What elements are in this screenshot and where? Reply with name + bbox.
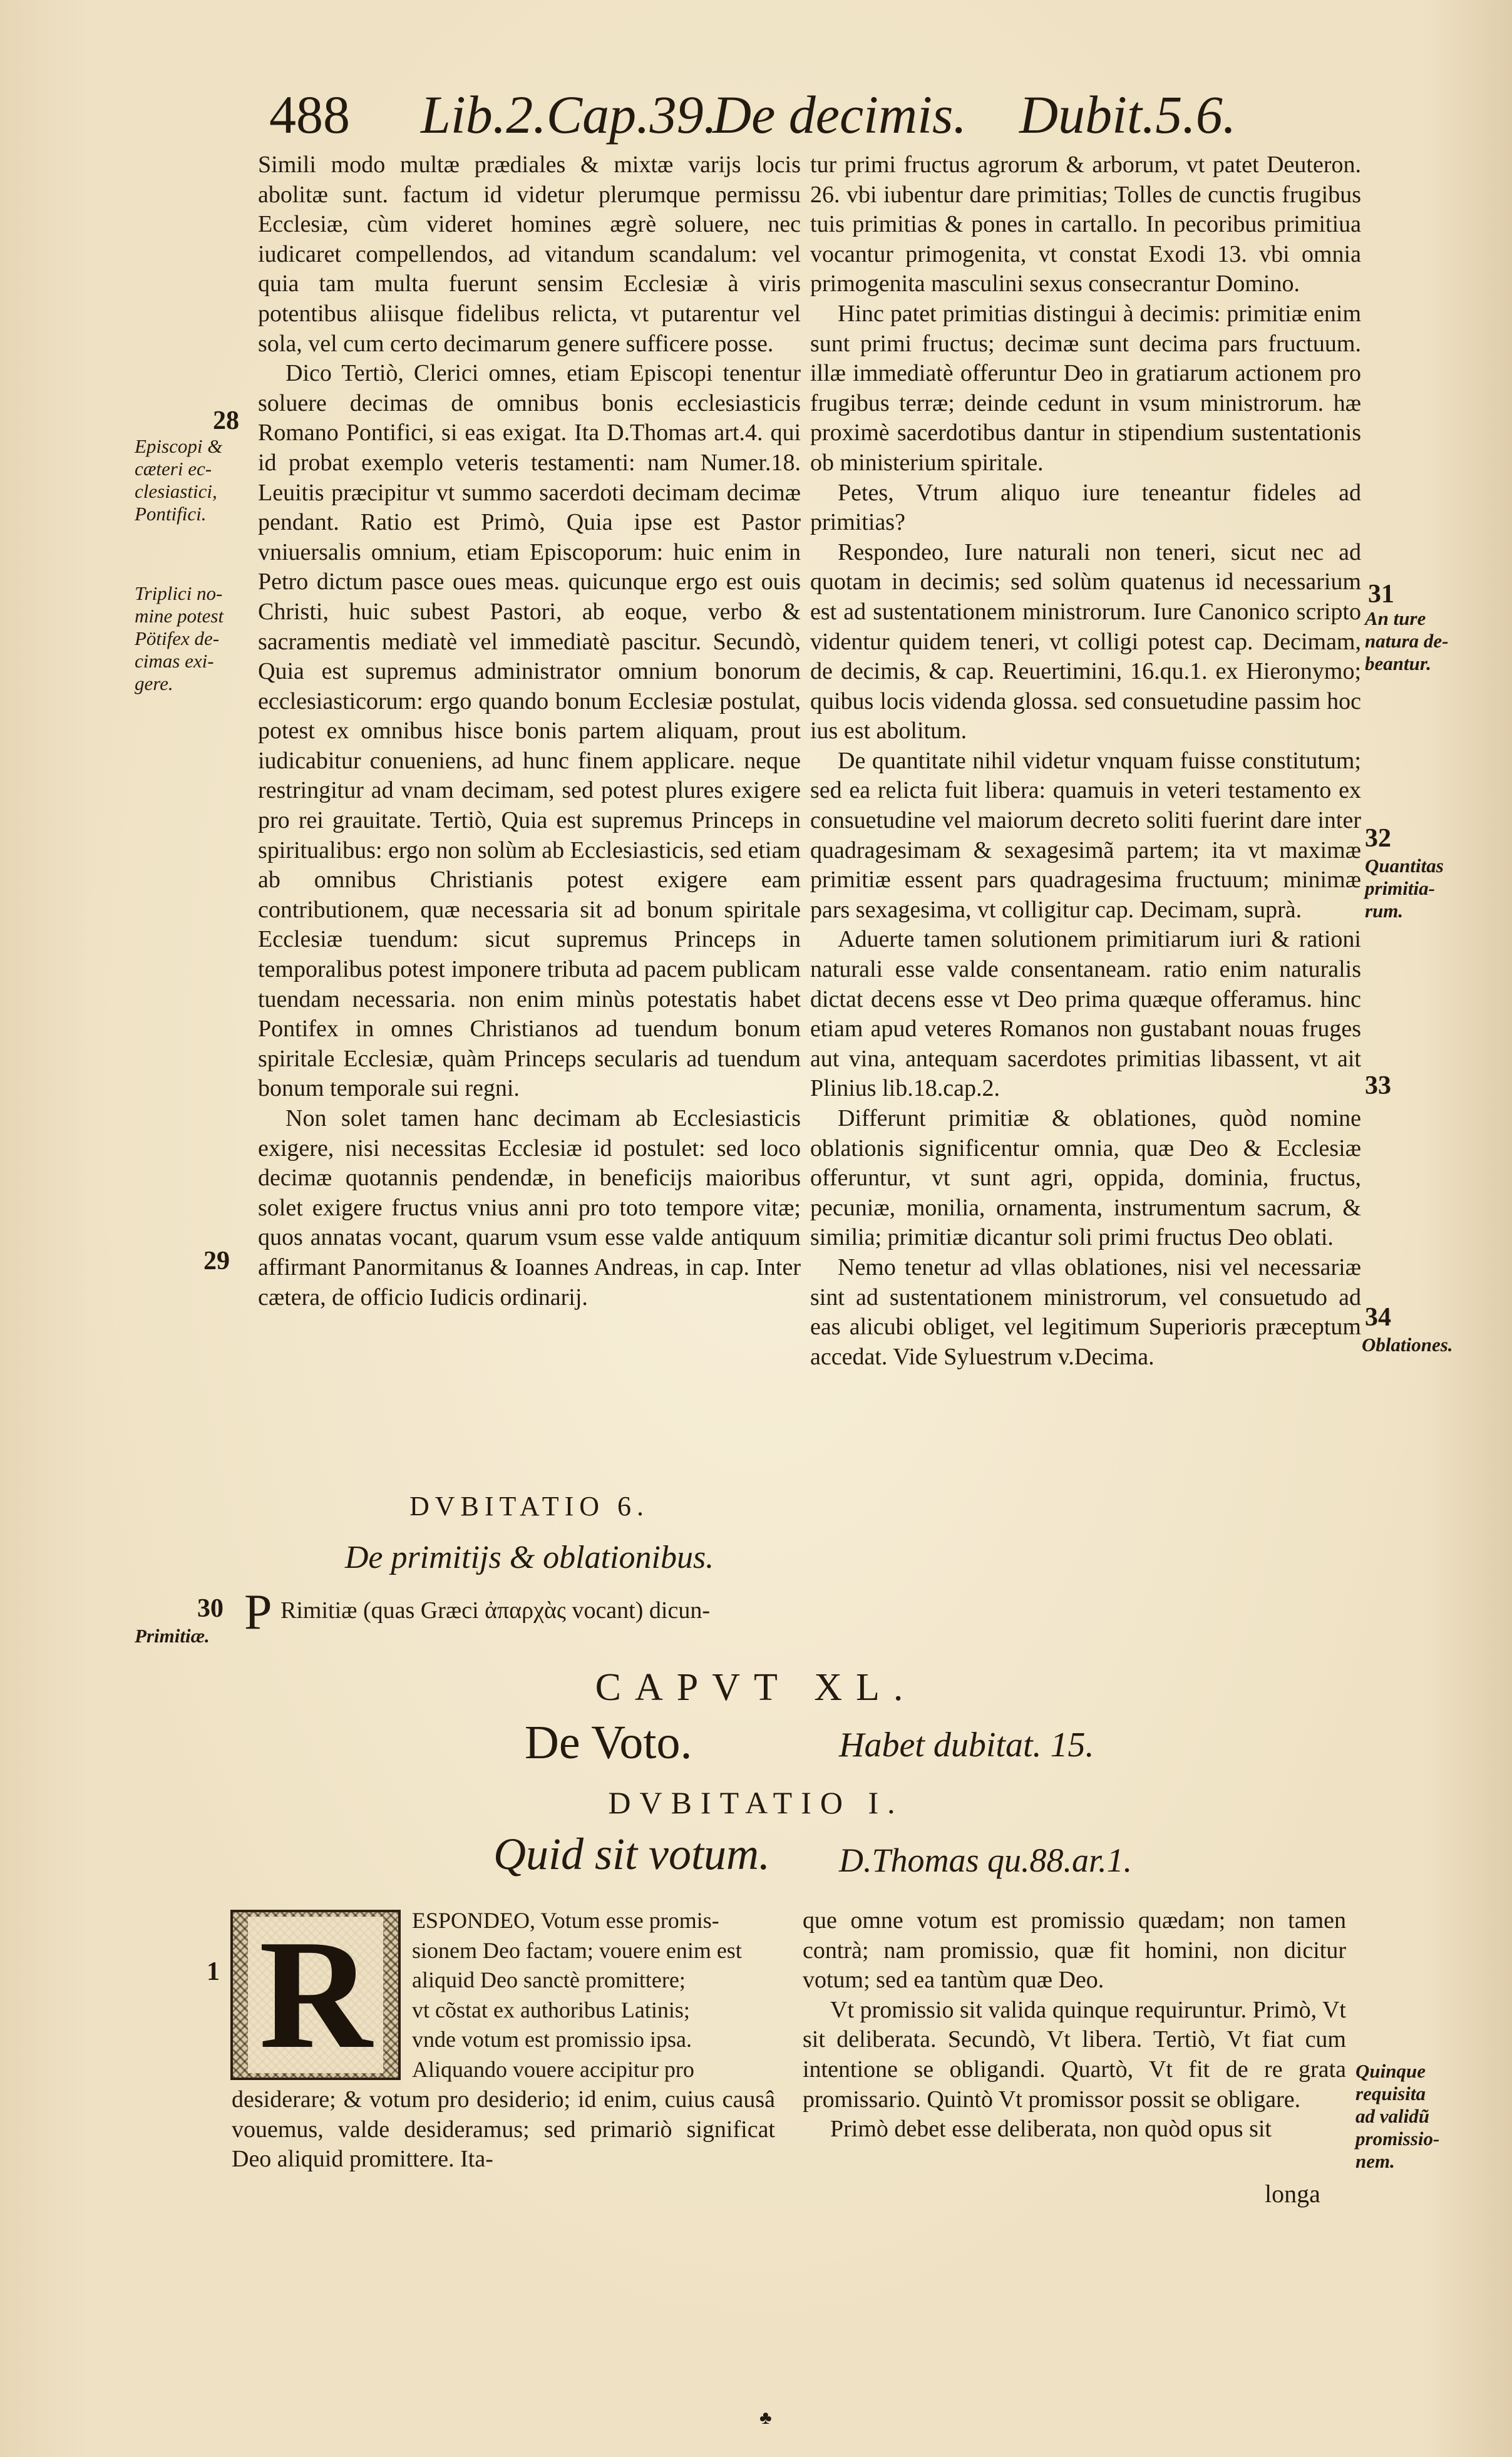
marginal-note: [135, 582, 224, 695]
marginal-number: 28: [213, 406, 239, 435]
paragraph: que omne votum est promissio quædam; non tamen contrà; nam promissio, quæ fit homini, non dicitur votum; sed ea tantùm quæ Deo.: [803, 1907, 1346, 1994]
marginal-number: 1: [207, 1957, 220, 1986]
text-line: ESPONDEO, Votum esse promis-: [412, 1908, 719, 1933]
paragraph: Differunt primitiæ & oblationes, quòd nomine oblationis significentur omnia, quæ Deo & Ecclesiæ offeruntur, vt sunt agri, oppida, dominia, fructus, pecuniæ, monilia, ornamenta, instrumentum sacrum, & similia; primitiæ dicantur soli primi fructus Deo oblati.: [810, 1105, 1361, 1251]
marginal-note: Oblationes.: [1362, 1334, 1453, 1356]
paragraph: Petes, Vtrum aliquo iure teneantur fideles ad primitias?: [810, 479, 1361, 536]
marginal-note-line: primitia-: [1365, 877, 1435, 899]
marginal-note-line: requisita: [1355, 2083, 1426, 2104]
bottom-right-column: [803, 1906, 1346, 2145]
paragraph: Hinc patet primitias distingui à decimis: primitiæ enim sunt primi fructus; decimæ sunt decima pars fructuum. illæ immediatè offeruntur Deo in gratiarum actionem pro frugibus terræ; deinde cedunt in vsum ministrorum. hæ proximè sacerdotibus dantur in stipendium sustentationis ob ministerium spiritale.: [810, 300, 1361, 476]
marginal-note: [1365, 607, 1449, 675]
paragraph: De quantitate nihil videtur vnquam fuisse constitutum; sed ea relicta fuit libera: quamuis in veteri testamento ex consuetudine vel maiorum decreto soliti fuerint dare inter quadragesimam & sexagesimã partem; ita vt maximæ primitiæ essent pars quadragesima fructuum; minimæ pars sexagesima, vt colligitur cap. Decimam, suprà.: [810, 747, 1361, 923]
running-head-book-chapter: Lib.2.Cap.39.: [421, 85, 717, 145]
catchword: longa: [1265, 2180, 1320, 2208]
question-title: Quid sit votum.: [493, 1829, 770, 1879]
paragraph: Simili modo multæ prædiales & mixtæ varijs locis abolitæ sunt. factum id videtur plerumque permissu Ecclesiæ, cùm videret homines ægrè soluere, nec iudicaret compellendos, ad vitandum scandalum: vel quia tam multa fuerunt sensim Ecclesiæ à viris potentibus aliisque fidelibus relicta, vt putarentur vel sola, vel cum certo decimarum genere sufficere posse.: [258, 152, 801, 357]
running-head-dubitatio: Dubit.5.6.: [1019, 85, 1237, 145]
bottom-left-beside-initial: [412, 1906, 775, 2085]
footer-ornament: ♣: [759, 2408, 772, 2428]
paragraph: Respondeo, Iure naturali non teneri, sicut nec ad quotam in decimis; sed solùm quatenus id necessarium est ad sustentationem ministrorum. Iure Canonico scripto videntur quidem teneri, vt colligi potest cap. Decimam, de decimis, & cap. Reuertimini, 16.qu.1. ex Hieronymo; quibus locis videnda glossa. sed consuetudine passim hoc ius est abolitum.: [810, 538, 1361, 744]
marginal-number: 30: [197, 1594, 224, 1623]
paragraph: Vt promissio sit valida quinque requiruntur. Primò, Vt sit deliberata. Secundò, Vt libera. Tertiò, Vt fiat cum intentione se obligandi. Quartò, Vt fit de re grata promissario. Quintò Vt promissor possit se obligare.: [803, 1996, 1346, 2113]
question-reference: D.Thomas qu.88.ar.1.: [839, 1841, 1133, 1879]
dubitatio-title: De primitijs & oblationibus.: [344, 1540, 714, 1575]
marginal-note: Primitiæ.: [135, 1625, 210, 1647]
marginal-note-line: gere.: [135, 672, 173, 694]
marginal-note-line: Quinque: [1355, 2060, 1426, 2082]
dubitatio-heading: DVBITATIO I.: [608, 1785, 904, 1820]
marginal-note: [1355, 2060, 1439, 2173]
marginal-number: 34: [1365, 1303, 1391, 1332]
marginal-note-line: Pontifici.: [135, 503, 207, 525]
marginal-note-line: Quantitas: [1365, 855, 1444, 877]
bottom-left-continuation: [232, 2085, 775, 2175]
paragraph: tur primi fructus agrorum & arborum, vt patet Deuteron. 26. vbi iubentur dare primitias; Tolles de cunctis frugibus tuis primitias & pones in cartallo. In pecoribus primitiua vocantur primogenita, vt constat Exodi 13. vbi omnia primogenita masculini sexus consecrantur Domino.: [810, 152, 1361, 297]
marginal-number: 31: [1368, 580, 1394, 609]
left-column: [258, 150, 801, 1312]
marginal-note-line: cæteri ec-: [135, 458, 212, 480]
text-line: Aliquando vouere accipitur pro: [412, 2056, 694, 2082]
marginal-note-line: rum.: [1365, 900, 1404, 922]
marginal-note-line: Triplici no-: [135, 582, 223, 604]
marginal-note-line: nem.: [1355, 2150, 1395, 2172]
text-line: vnde votum est promissio ipsa.: [412, 2027, 692, 2053]
chapter-dubitationes-count: Habet dubitat. 15.: [839, 1726, 1094, 1764]
marginal-number: 33: [1365, 1071, 1391, 1100]
marginal-note: [135, 435, 222, 525]
marginal-note-line: mine potest: [135, 605, 224, 627]
marginal-note-line: Pötifex de-: [135, 627, 220, 649]
marginal-note-line: An ture: [1365, 607, 1426, 629]
chapter-title: De Voto.: [525, 1716, 692, 1769]
paragraph: Aduerte tamen solutionem primitiarum iuri & rationi naturali esse valde consentaneam. ratio enim naturalis dictat decens esse vt Deo prima quæque offeramus. hinc etiam apud veteres Romanos non gustabant nouas fruges aut vina, antequam sacerdotes primitias libassent, vt ait Plinius lib.18.cap.2.: [810, 926, 1361, 1102]
paragraph: Non solet tamen hanc decimam ab Ecclesiasticis exigere, nisi necessitas Ecclesiæ id postulet: sed loco decimæ quotannis pendendæ, in beneficijs maioribus solet exigere fructus vnius anni pro toto tempore vitæ; quos annatas vocant, quarum vsum esse valde antiquum affirmant Panormitanus & Ioannes Andreas, in cap. Inter cætera, de officio Iudicis ordinarij.: [258, 1105, 801, 1311]
marginal-note: [1365, 855, 1444, 922]
marginal-number: 29: [203, 1247, 230, 1275]
initial-letter: P: [244, 1585, 272, 1640]
text-line: aliquid Deo sanctè promittere;: [412, 1967, 686, 1993]
chapter-heading: CAPVT XL.: [595, 1666, 917, 1709]
marginal-note-line: beantur.: [1365, 652, 1431, 674]
marginal-note-line: ad validũ: [1355, 2105, 1429, 2127]
text-line: vt cõstat ex authoribus Latinis;: [412, 1997, 690, 2022]
dropcap-letter: R: [248, 1917, 384, 2073]
paragraph: Primò debet esse deliberata, non quòd opus sit: [830, 2116, 1272, 2143]
marginal-note-line: Episcopi &: [135, 435, 223, 457]
paragraph: Nemo tenetur ad vllas oblationes, nisi vel necessariæ sint ad sustentationem ministrorum, vel consuetudo ad eas alicubi obliget, vel legitimum Superioris præceptum accedat. Vide Syluestrum v.Decima.: [810, 1254, 1361, 1370]
marginal-note-line: promissio-: [1355, 2128, 1440, 2150]
paragraph: Dico Tertiò, Clerici omnes, etiam Episcopi tenentur soluere decimas de omnibus bonis ecclesiasticis Romano Pontifici, si eas exigat. Ita D.Thomas art.4. qui id probat exemplo veteris testamenti: nam Numer.18. Leuitis præcipitur vt summo sacerdoti decimam decimæ pendant. Ratio est Primò, Quia ipse est Pastor vniuersalis omnium, etiam Episcoporum: huic enim in Petro dictum pasce oues meas. quicunque ergo est ouis Christi, huic subest Pastori, ab eoque, verbo & sacramentis mediatè vel immediatè pascitur. Secundò, Quia est supremus administrator omnium bonorum ecclesiasticorum: ergo quando bonum Ecclesiæ postulat, potest ex omnibus hisce bonis partem aliquam, prout iudicabitur conueniens, ad hunc finem applicare. neque restringitur ad vnam decimam, sed potest plures exigere pro rei grauitate. Tertiò, Quia est supremus Princeps in spiritualibus: ergo non solùm ab Ecclesiasticis, sed etiam ab omnibus Christianis potest exigere eam contributionem, quæ necessaria sit ad bonum spiritale Ecclesiæ tuendum: sicut supremus Princeps in temporalibus potest imponere tributa ad pacem publicam tuendam necessaria. non enim minùs potestatis habet Pontifex in omnes Christianos ad tuendum bonum spiritale Ecclesiæ, quàm Princeps secularis ad tuendum bonum temporale sui regni.: [258, 360, 801, 1102]
marginal-number: 32: [1365, 824, 1391, 853]
running-head-subject: De decimis.: [712, 85, 967, 145]
decorated-initial-r: [230, 1910, 401, 2080]
dubitatio-heading: DVBITATIO 6.: [409, 1491, 650, 1522]
paragraph: desiderare; & votum pro desiderio; id enim, cuius causâ vouemus, valde desideramus; sed primariò significat Deo aliquid promittere. Ita-: [232, 2086, 775, 2173]
paragraph: Rimitiæ (quas Græci ἀπαρχὰς vocant) dicun-: [280, 1597, 710, 1624]
marginal-note-line: natura de-: [1365, 630, 1449, 652]
marginal-note-line: clesiastici,: [135, 480, 217, 502]
marginal-note-line: cimas exi-: [135, 650, 214, 672]
text-line: sionem Deo factam; vouere enim est: [412, 1937, 742, 1963]
page-number: 488: [269, 85, 350, 145]
right-column: [810, 150, 1361, 1372]
